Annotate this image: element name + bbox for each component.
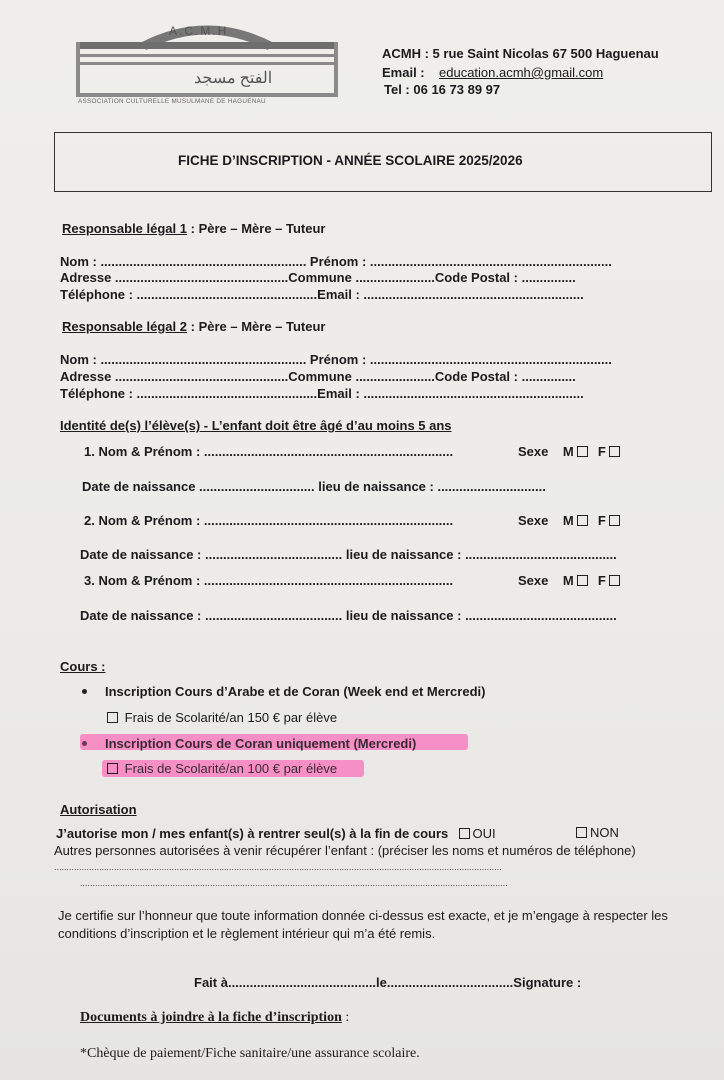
bullet-icon (82, 689, 87, 694)
male-label: M (562, 573, 574, 588)
fee2-checkbox[interactable] (107, 763, 118, 774)
cours-item-1 (82, 684, 485, 699)
female-label: F (597, 573, 606, 588)
oui-label: OUI (472, 826, 496, 841)
email-label: Email : (382, 65, 425, 80)
autorisation-dots-2[interactable]: ........................................................................................................................................................................... (80, 878, 508, 888)
resp1-roles: : Père – Mère – Tuteur (190, 221, 326, 236)
documents-section (80, 1010, 349, 1026)
sexe-label: Sexe (518, 513, 549, 528)
cours-item-1-label: Inscription Cours d’Arabe et de Coran (Week end et Mercredi) (105, 684, 486, 699)
fee2-label: Frais de Scolarité/an 100 € par élève (124, 761, 338, 776)
documents-heading: Documents à joindre à la fiche d’inscription (80, 1010, 342, 1025)
student2-female-checkbox[interactable] (609, 515, 620, 526)
student3-sexe (518, 573, 623, 588)
student1-female-checkbox[interactable] (609, 446, 620, 457)
resp2-roles: : Père – Mère – Tuteur (190, 319, 326, 334)
resp2-line-address[interactable]: Adresse ................................................Commune ......................Code Postal : ............... (60, 369, 576, 384)
certify-line-2: conditions d’inscription et le règlement intérieur qui m’a été remis. (58, 926, 436, 941)
cours-fee-1 (104, 710, 337, 725)
student1-dob[interactable]: Date de naissance ................................ lieu de naissance : .............................. (82, 479, 546, 494)
resp2-line-name[interactable]: Nom : ......................................................... Prénom : ................................................................... (60, 352, 612, 367)
non-checkbox[interactable] (576, 827, 587, 838)
resp1-line-name[interactable]: Nom : ......................................................... Prénom : ................................................................... (60, 254, 612, 269)
student3-name[interactable]: 3. Nom & Prénom : ..................................................................... (84, 573, 454, 588)
address: ACMH : 5 rue Saint Nicolas 67 500 Haguenau (382, 46, 659, 61)
student3-female-checkbox[interactable] (609, 575, 620, 586)
cours-fee-2 (104, 761, 337, 776)
bullet-icon (82, 741, 87, 746)
acmh-logo (74, 18, 340, 110)
female-label: F (597, 513, 606, 528)
female-label: F (597, 444, 606, 459)
student1-sexe (518, 444, 623, 459)
logo-arabic: الفتح مسجد (194, 70, 273, 87)
resp2-line-phone[interactable]: Téléphone : ..................................................Email : ............................................................. (60, 386, 584, 401)
logo-text: A.C.M.H (169, 24, 229, 38)
student1-name[interactable]: 1. Nom & Prénom : ..................................................................... (84, 444, 454, 459)
student3-dob[interactable]: Date de naissance : ...................................... lieu de naissance : .......................................... (80, 608, 617, 623)
autorisation-dots-1[interactable]: ................................................................................................................................................................................... (54, 862, 502, 872)
resp2-section (62, 319, 326, 334)
student2-dob[interactable]: Date de naissance : ...................................... lieu de naissance : .......................................... (80, 547, 617, 562)
autorisation-others: Autres personnes autorisées à venir récupérer l’enfant : (préciser les noms et numéros de téléphone) (54, 843, 636, 858)
student1-male-checkbox[interactable] (577, 446, 588, 457)
student2-sexe (518, 513, 623, 528)
sexe-label: Sexe (518, 444, 549, 459)
documents-list: *Chèque de paiement/Fiche sanitaire/une assurance scolaire. (80, 1046, 420, 1061)
oui-checkbox[interactable] (459, 828, 470, 839)
student2-male-checkbox[interactable] (577, 515, 588, 526)
student2-name[interactable]: 2. Nom & Prénom : ..................................................................... (84, 513, 454, 528)
logo-subtitle: ASSOCIATION CULTURELLE MUSULMANE DE HAGUENAU (78, 98, 266, 105)
cours-heading: Cours : (60, 659, 106, 674)
fee1-checkbox[interactable] (107, 712, 118, 723)
resp1-line-phone[interactable]: Téléphone : ..................................................Email : ............................................................. (60, 287, 584, 302)
autorisation-question-text: J’autorise mon / mes enfant(s) à rentrer seul(s) à la fin de cours (56, 826, 449, 841)
student3-male-checkbox[interactable] (577, 575, 588, 586)
email-link[interactable]: education.acmh@gmail.com (439, 65, 604, 80)
cours-item-2 (82, 736, 416, 751)
documents-colon: : (341, 1010, 350, 1025)
resp1-heading: Responsable légal 1 (62, 221, 187, 236)
telephone: Tel : 06 16 73 89 97 (384, 82, 501, 97)
male-label: M (562, 513, 574, 528)
form-title: FICHE D’INSCRIPTION - ANNÉE SCOLAIRE 2025/2026 (178, 153, 523, 168)
cours-item-2-label: Inscription Cours de Coran uniquement (Mercredi) (105, 736, 417, 751)
autorisation-question (56, 826, 496, 841)
sexe-label: Sexe (518, 573, 549, 588)
fee1-label: Frais de Scolarité/an 150 € par élève (124, 710, 338, 725)
autorisation-heading: Autorisation (60, 802, 137, 817)
students-heading: Identité de(s) l’élève(s) - L’enfant doit être âgé d’au moins 5 ans (60, 418, 452, 433)
male-label: M (562, 444, 574, 459)
certify-line-1: Je certifie sur l’honneur que toute information donnée ci-dessus est exacte, et je m’engage à respecter les (58, 908, 668, 923)
signature-line[interactable]: Fait à.........................................le...................................Signature : (194, 975, 582, 990)
resp1-line-address[interactable]: Adresse ................................................Commune ......................Code Postal : ............... (60, 270, 576, 285)
non-label: NON (590, 825, 619, 840)
resp2-heading: Responsable légal 2 (62, 319, 187, 334)
resp1-section (62, 221, 326, 236)
autorisation-non (573, 825, 619, 840)
